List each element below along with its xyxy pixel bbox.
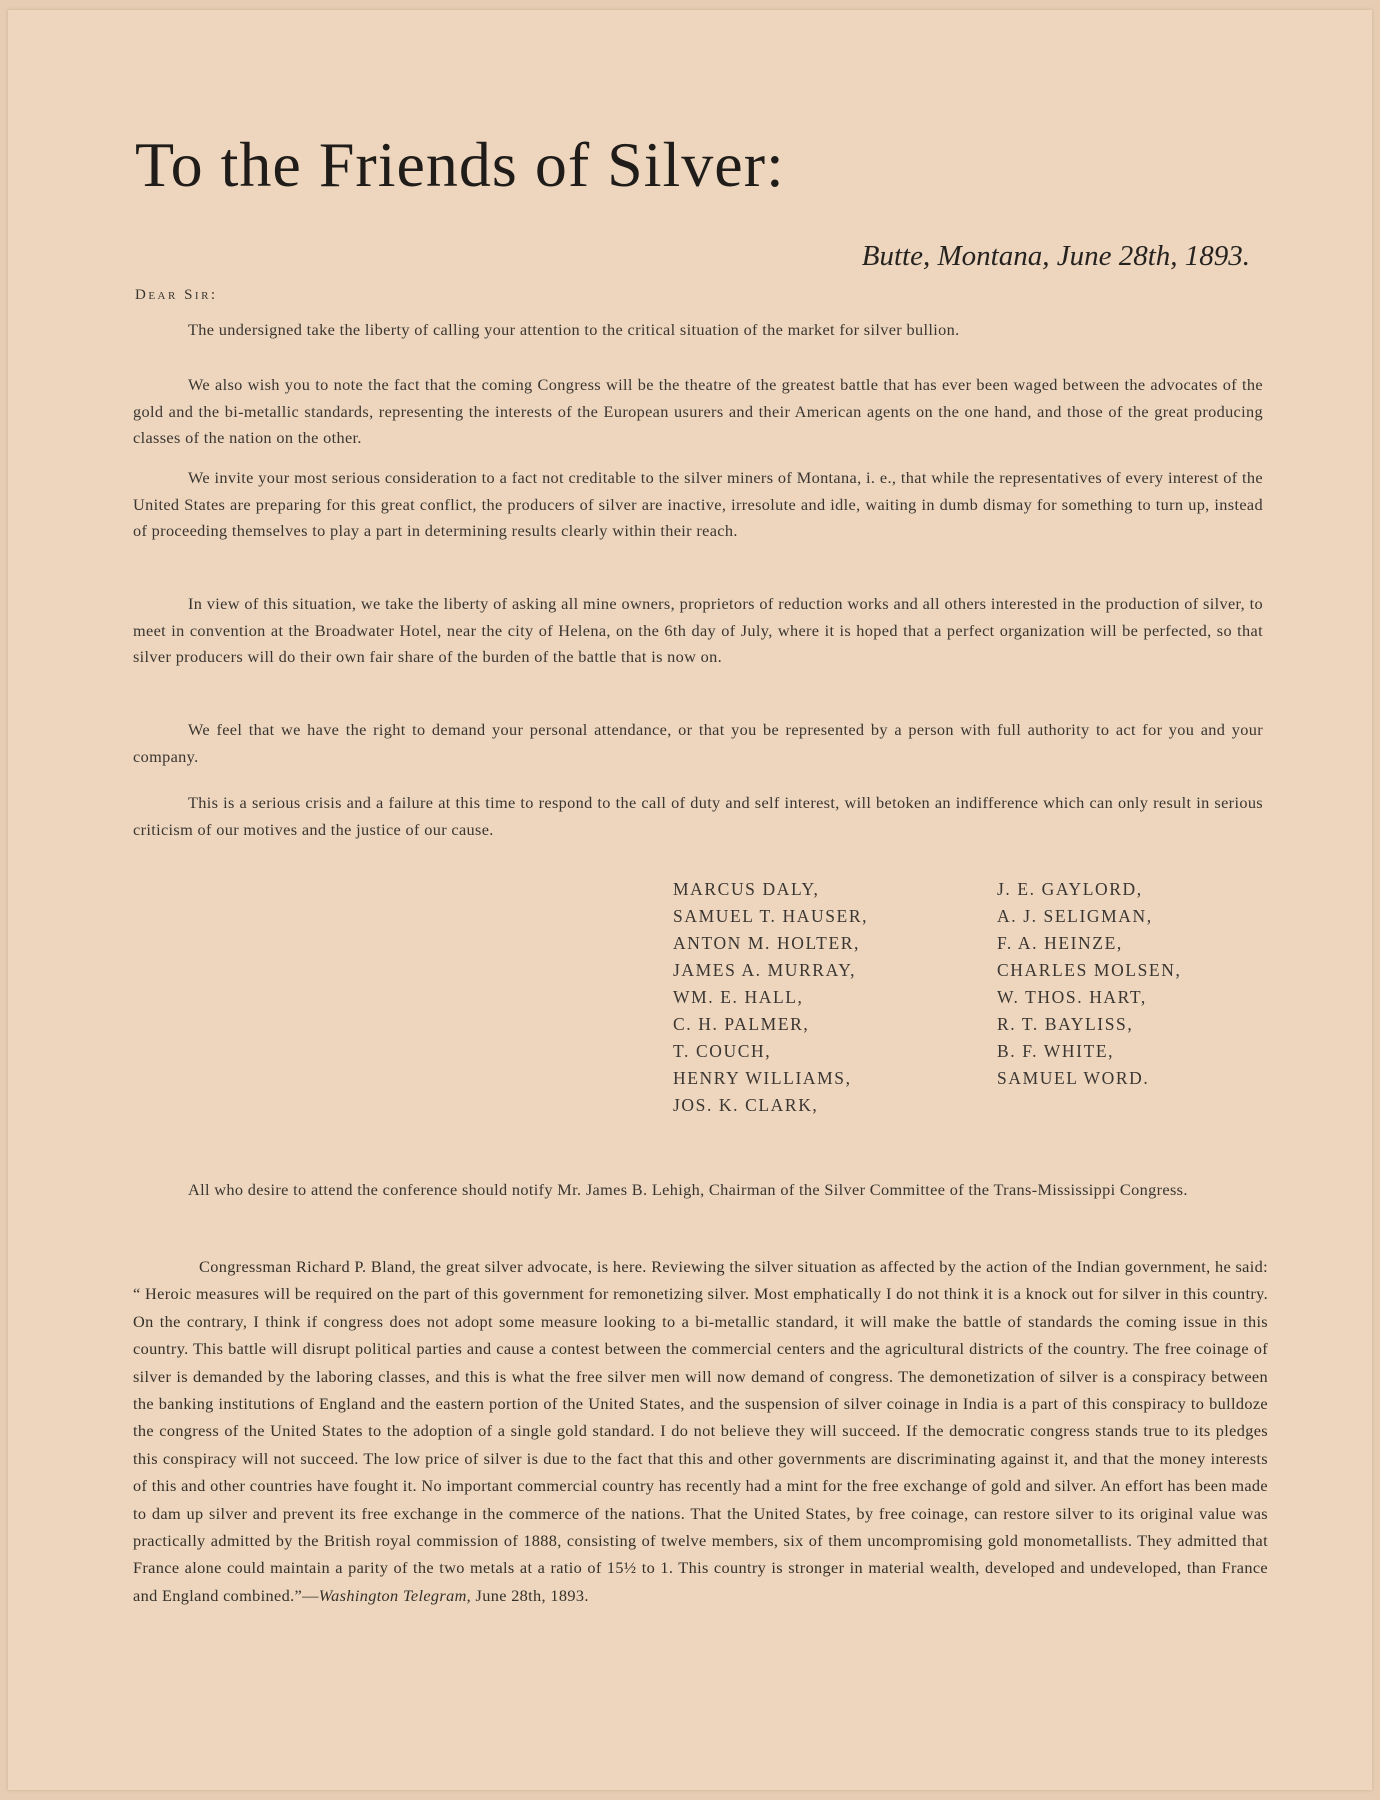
signatory: A. J. SELIGMAN, [997,906,1153,926]
paragraph-crisis: This is a serious crisis and a failure at this time to respond to the call of duty and self interest, will betoken an indifference which can only result in serious criticism of our motives and the justice of our cause. [133,793,1263,839]
salutation: Dear Sir: [135,287,218,303]
conference-notice: All who desire to attend the conference should notify Mr. James B. Lehigh, Chairman of the Silver Committee of the Trans-Mississippi Congress. [188,1180,1188,1199]
paragraph-consideration: We invite your most serious consideration to a fact not creditable to the silver miners of Montana, i. e., that while the representatives of every interest of the United States are preparing for this great conflict, the producers of silver are inactive, irresolute and idle, waiting in dumb dismay for something to turn up, instead of proceeding themselves to play a part in determining results clearly within their reach. [133,468,1263,540]
postscript-body: Congressman Richard P. Bland, the great silver advocate, is here. Reviewing the silver situation as affected by the action of the Indian government, he said: “ Heroic measures will be required on the part of this government for remonetizing silver. Most emphatically I do not think it is a knock out for silver in this country. On the contrary, I think if congress does not adopt some measure looking to a bi-metallic standard, it will make the battle of standards the coming issue in this country. This battle will disrupt political parties and cause a contest between the commercial centers and the agricultural districts of the country. The free coinage of silver is demanded by the laboring classes, and this is what the free silver men will now demand of congress. The demonetization of silver is a conspiracy between the banking institutions of England and the eastern portion of the United States, and the suspension of silver coinage in India is a part of this conspiracy to bulldoze the congress of the United States to the adoption of a single gold standard. I do not believe they will succeed. If the democratic congress stands true to its pledges this conspiracy will not succeed. The low price of silver is due to the fact that this and other governments are discriminating against it, and that the money interests of this and other countries have fought it. No important commercial country has recently had a mint for the free exchange of gold and silver. An effort has been made to dam up silver and prevent its free exchange in the commerce of the nations. That the United States, by free coinage, can restore silver to its original value was practically admitted by the British royal commission of 1888, consisting of twelve members, six of them uncompromising gold monometallists. They admitted that France alone could maintain a parity of the two metals at a ratio of 15½ to 1. This country is stronger in material wealth, developed and undeveloped, than France and England combined.”— [133,1257,1268,1605]
signatories-right [997,876,1181,1092]
signatory: R. T. BAYLISS, [997,1014,1134,1034]
signatory: SAMUEL T. HAUSER, [673,906,869,926]
signatory: T. COUCH, [673,1041,772,1061]
signatory: J. E. GAYLORD, [997,879,1143,899]
signatory: WM. E. HALL, [673,987,804,1007]
signatory: SAMUEL WORD. [997,1068,1150,1088]
paragraph-market: The undersigned take the liberty of calling your attention to the critical situation of the market for silver bullion. [188,320,960,339]
paragraph-convention: In view of this situation, we take the liberty of asking all mine owners, proprietors of reduction works and all others interested in the production of silver, to meet in convention at the Broadwater Hotel, near the city of Helena, on the 6th day of July, where it is hoped that a perfect organization will be perfected, so that silver producers will do their own fair share of the burden of the battle that is now on. [133,594,1263,666]
signatory: JAMES A. MURRAY, [673,960,857,980]
signatory: W. THOS. HART, [997,987,1147,1007]
signatories-left [673,876,868,1119]
signatory: MARCUS DALY, [673,879,820,899]
signatory: B. F. WHITE, [997,1041,1115,1061]
signatory: JOS. K. CLARK, [673,1095,819,1115]
paragraph-congress: We also wish you to note the fact that the coming Congress will be the theatre of the greatest battle that has ever been waged between the advocates of the gold and the bi-metallic standards, representing the interests of the European usurers and their American agents on the one hand, and those of the great producing classes of the nation on the other. [133,375,1263,447]
paragraph-attendance: We feel that we have the right to demand your personal attendance, or that you be represented by a person with full authority to act for you and your company. [133,720,1263,766]
postscript-quote [133,1253,1268,1609]
signatory: F. A. HEINZE, [997,933,1123,953]
postscript-source: Washington Telegram, [318,1585,472,1605]
letter-title: To the Friends of Silver: [135,129,785,200]
dateline: Butte, Montana, June 28th, 1893. [861,240,1250,272]
signatory: ANTON M. HOLTER, [673,933,860,953]
signatory: HENRY WILLIAMS, [673,1068,852,1088]
signatory: CHARLES MOLSEN, [997,960,1182,980]
signatory: C. H. PALMER, [673,1014,810,1034]
postscript-source-date: June 28th, 1893. [471,1585,589,1605]
